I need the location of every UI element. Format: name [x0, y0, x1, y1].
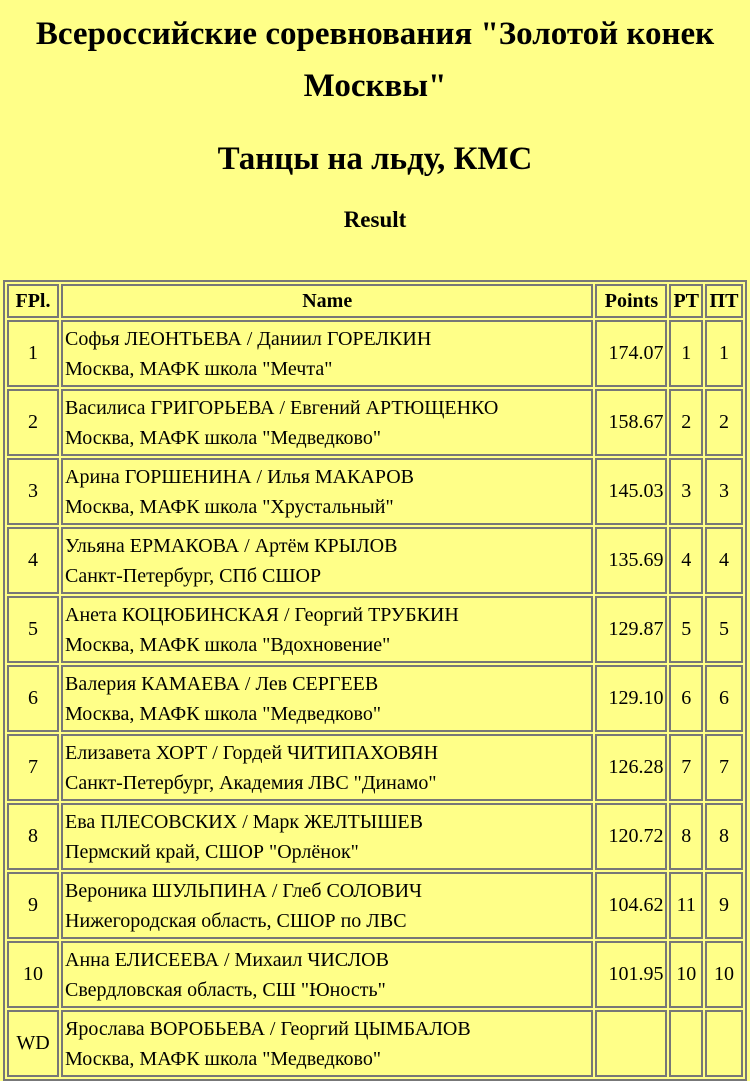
place-cell: 1 — [7, 320, 59, 387]
club-name: Нижегородская область, СШОР по ЛВС — [65, 909, 407, 932]
place-cell: 6 — [7, 665, 59, 732]
place-cell: 5 — [7, 596, 59, 663]
pt-cyr-cell: 6 — [705, 665, 743, 732]
name-cell — [61, 941, 593, 1008]
table-row — [7, 458, 743, 525]
pt-cell: 2 — [669, 389, 703, 456]
club-name: Москва, МАФК школа "Медведково" — [65, 426, 381, 449]
pt-cell: 5 — [669, 596, 703, 663]
column-header-pt-cyr: ПТ — [705, 284, 743, 318]
table-row — [7, 665, 743, 732]
club-name: Москва, МАФК школа "Хрустальный" — [65, 495, 394, 518]
points-cell: 158.67 — [595, 389, 667, 456]
name-cell — [61, 596, 593, 663]
club-name: Санкт-Петербург, СПб СШОР — [65, 564, 322, 587]
name-cell — [61, 872, 593, 939]
table-row — [7, 389, 743, 456]
pt-cell: 1 — [669, 320, 703, 387]
points-cell: 120.72 — [595, 803, 667, 870]
pt-cyr-cell: 10 — [705, 941, 743, 1008]
event-subtitle: Танцы на льду, КМС — [217, 141, 533, 177]
table-row — [7, 734, 743, 801]
name-cell — [61, 389, 593, 456]
pt-cyr-cell: 5 — [705, 596, 743, 663]
column-header-fpl: FPl. — [7, 284, 59, 318]
place-cell: WD — [7, 1010, 59, 1077]
pair-names: Ульяна ЕРМАКОВА / Артём КРЫЛОВ — [65, 534, 398, 557]
place-cell: 8 — [7, 803, 59, 870]
points-cell: 126.28 — [595, 734, 667, 801]
points-cell: 145.03 — [595, 458, 667, 525]
pair-names: Василиса ГРИГОРЬЕВА / Евгений АРТЮЩЕНКО — [65, 396, 499, 419]
pair-names: Анна ЕЛИСЕЕВА / Михаил ЧИСЛОВ — [65, 948, 389, 971]
page-title: Всероссийские соревнования "Золотой конек Москвы" — [35, 16, 715, 104]
result-label: Result — [343, 207, 407, 232]
pair-names: Софья ЛЕОНТЬЕВА / Даниил ГОРЕЛКИН — [65, 327, 432, 350]
pt-cyr-cell: 9 — [705, 872, 743, 939]
place-cell: 9 — [7, 872, 59, 939]
points-cell: 135.69 — [595, 527, 667, 594]
name-cell — [61, 527, 593, 594]
pair-names: Ева ПЛЕСОВСКИХ / Марк ЖЕЛТЫШЕВ — [65, 810, 423, 833]
club-name: Пермский край, СШОР "Орлёнок" — [65, 840, 359, 863]
pair-names: Валерия КАМАЕВА / Лев СЕРГЕЕВ — [65, 672, 379, 695]
club-name: Москва, МАФК школа "Медведково" — [65, 702, 381, 725]
pt-cyr-cell: 7 — [705, 734, 743, 801]
pt-cell: 7 — [669, 734, 703, 801]
points-cell: 129.10 — [595, 665, 667, 732]
pair-names: Вероника ШУЛЬПИНА / Глеб СОЛОВИЧ — [65, 879, 423, 902]
column-header-name: Name — [61, 284, 593, 318]
pt-cell: 10 — [669, 941, 703, 1008]
club-name: Москва, МАФК школа "Мечта" — [65, 357, 333, 380]
club-name: Санкт-Петербург, Академия ЛВС "Динамо" — [65, 771, 437, 794]
pt-cell: 4 — [669, 527, 703, 594]
name-cell — [61, 734, 593, 801]
points-cell: 174.07 — [595, 320, 667, 387]
points-cell: 129.87 — [595, 596, 667, 663]
name-cell — [61, 665, 593, 732]
name-cell — [61, 458, 593, 525]
column-header-points: Points — [595, 284, 667, 318]
pt-cyr-cell: 1 — [705, 320, 743, 387]
pt-cell: 8 — [669, 803, 703, 870]
results-table — [3, 280, 747, 1081]
table-row — [7, 803, 743, 870]
column-header-pt: PT — [669, 284, 703, 318]
club-name: Москва, МАФК школа "Медведково" — [65, 1047, 381, 1070]
pt-cell: 6 — [669, 665, 703, 732]
pair-names: Ярослава ВОРОБЬЕВА / Георгий ЦЫМБАЛОВ — [65, 1017, 471, 1040]
name-cell — [61, 803, 593, 870]
place-cell: 10 — [7, 941, 59, 1008]
pt-cell: 11 — [669, 872, 703, 939]
pt-cyr-cell — [705, 1010, 743, 1077]
table-row — [7, 320, 743, 387]
place-cell: 7 — [7, 734, 59, 801]
points-cell: 104.62 — [595, 872, 667, 939]
name-cell — [61, 320, 593, 387]
table-header-row — [7, 284, 743, 318]
club-name: Москва, МАФК школа "Вдохновение" — [65, 633, 391, 656]
pair-names: Анета КОЦЮБИНСКАЯ / Георгий ТРУБКИН — [65, 603, 459, 626]
pt-cyr-cell: 8 — [705, 803, 743, 870]
points-cell — [595, 1010, 667, 1077]
pt-cyr-cell: 3 — [705, 458, 743, 525]
pt-cell — [669, 1010, 703, 1077]
table-row — [7, 596, 743, 663]
pair-names: Арина ГОРШЕНИНА / Илья МАКАРОВ — [65, 465, 414, 488]
place-cell: 2 — [7, 389, 59, 456]
name-cell — [61, 1010, 593, 1077]
place-cell: 4 — [7, 527, 59, 594]
points-cell: 101.95 — [595, 941, 667, 1008]
place-cell: 3 — [7, 458, 59, 525]
table-row — [7, 941, 743, 1008]
pt-cyr-cell: 4 — [705, 527, 743, 594]
table-row — [7, 527, 743, 594]
table-row — [7, 872, 743, 939]
pt-cell: 3 — [669, 458, 703, 525]
pt-cyr-cell: 2 — [705, 389, 743, 456]
table-row — [7, 1010, 743, 1077]
pair-names: Елизавета ХОРТ / Гордей ЧИТИПАХОВЯН — [65, 741, 439, 764]
club-name: Свердловская область, СШ "Юность" — [65, 978, 386, 1001]
